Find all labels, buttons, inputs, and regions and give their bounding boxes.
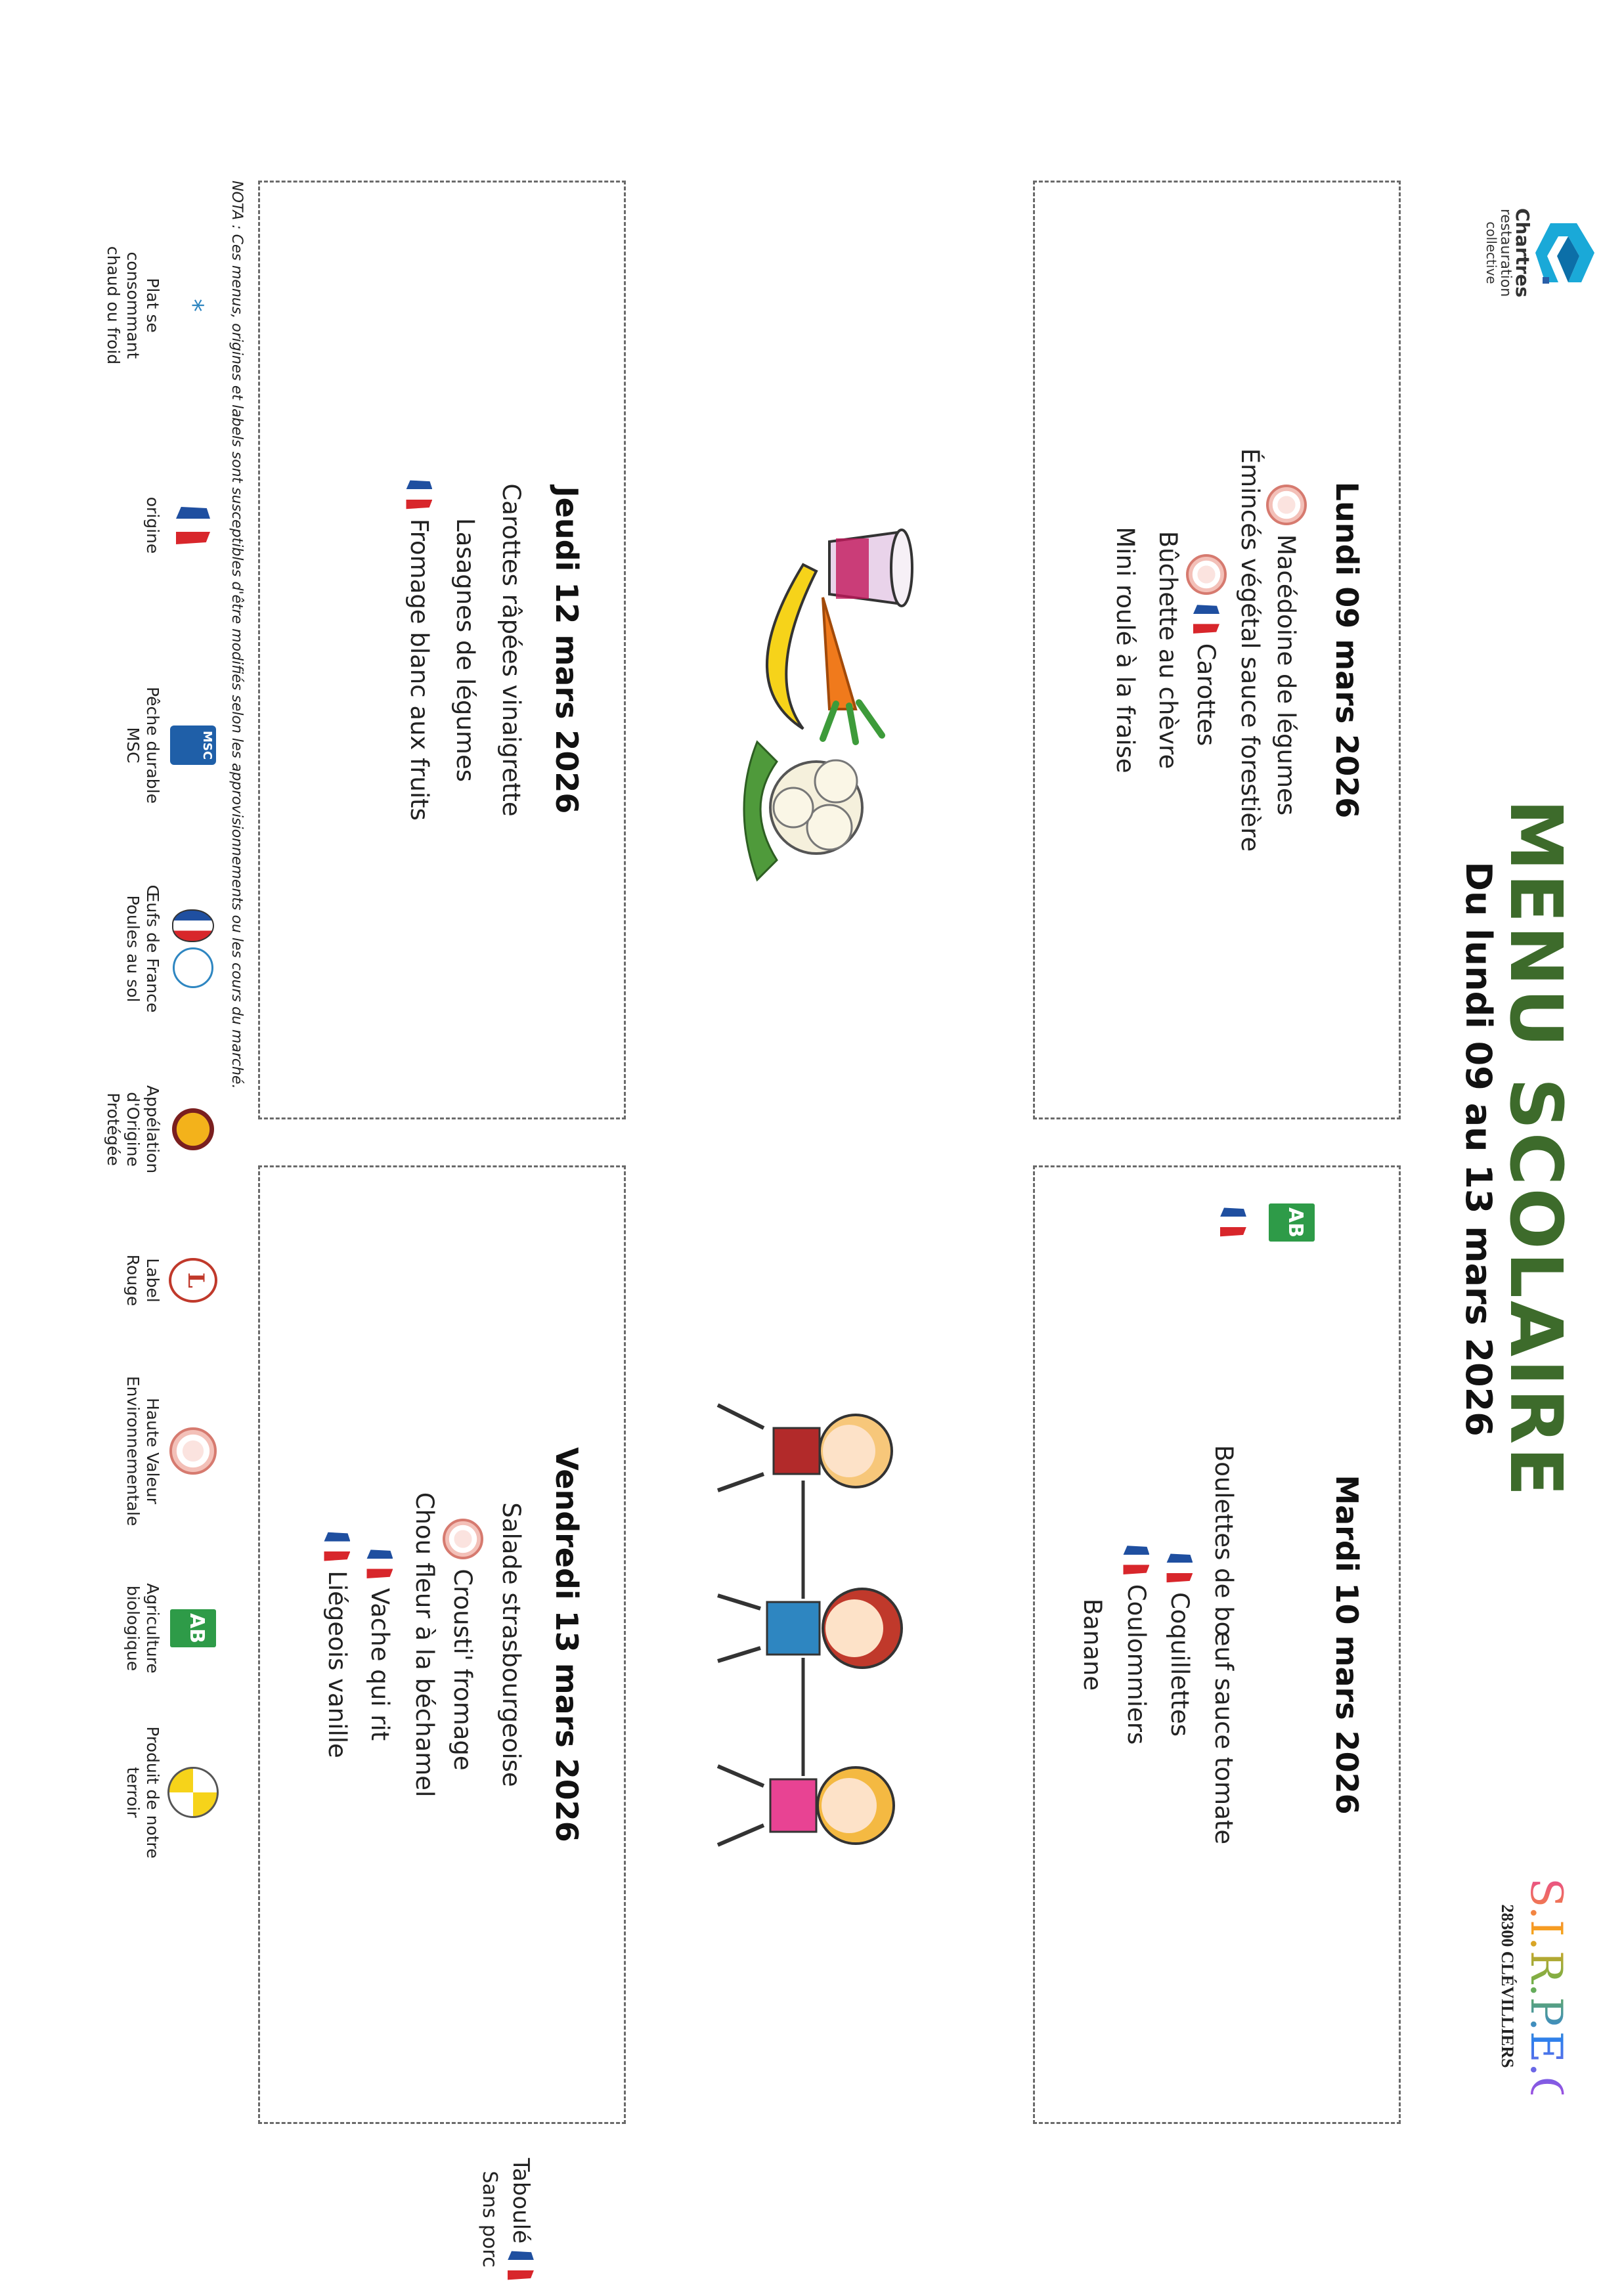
french-flag-icon bbox=[167, 460, 219, 591]
menu-item: Coulommiers bbox=[1122, 1167, 1151, 2122]
food-illustration bbox=[718, 512, 928, 932]
menu-item: Chou fleur à la béchamel bbox=[410, 1492, 439, 1798]
legend-oeufs: Œufs de France Poules au sol bbox=[123, 873, 219, 1024]
brand-sub1: restauration bbox=[1497, 208, 1514, 297]
menu-item: Vache qui rit bbox=[366, 1167, 394, 2122]
side-note bbox=[478, 2154, 534, 2285]
menu-item: Banane bbox=[1078, 1598, 1107, 1691]
sirpec-town: 28300 CLÉVILLIERS bbox=[1498, 1904, 1517, 2068]
french-flag-icon bbox=[324, 1531, 351, 1561]
oeufs-de-france-icon bbox=[167, 873, 219, 1024]
sirpec-logo bbox=[1497, 1878, 1571, 2122]
produit-terroir-icon bbox=[167, 1714, 219, 1871]
kid-boy-icon bbox=[718, 1405, 892, 1490]
label-rouge-icon: L bbox=[167, 1221, 219, 1339]
ab-label-icon: AB bbox=[167, 1563, 219, 1694]
brand-name: Chartres bbox=[1512, 207, 1533, 298]
chartres-logo bbox=[1483, 171, 1598, 335]
msc-label-icon: MSC bbox=[167, 670, 219, 821]
hve-label-icon bbox=[1266, 485, 1307, 525]
menu-item: Liégeois vanille bbox=[323, 1167, 351, 2122]
hve-label-icon bbox=[1186, 554, 1227, 595]
menu-item: Bûchette au chèvre bbox=[1154, 531, 1182, 769]
brand-sub2: collective bbox=[1483, 221, 1499, 284]
french-flag-icon bbox=[508, 2250, 534, 2280]
page-title: MENU SCOLAIRE bbox=[1494, 799, 1578, 1499]
carrot-icon bbox=[823, 597, 882, 742]
day-card-tuesday bbox=[1033, 1165, 1401, 2124]
menu-item: Lasagnes de légumes bbox=[451, 517, 479, 783]
sirpec-name: S.I.R.P.E.C. bbox=[1521, 1878, 1571, 2122]
french-flag-icon bbox=[1124, 1545, 1150, 1575]
day-title: Vendredi 13 mars 2026 bbox=[549, 1447, 584, 1842]
asterisk-icon: * bbox=[178, 299, 208, 312]
legend-msc: MSC Pêche durable MSC bbox=[123, 670, 219, 821]
ab-label-icon: AB bbox=[1269, 1203, 1315, 1242]
kids-illustration bbox=[705, 1366, 928, 1891]
legend-hot-cold: * Plat se consommant chaud ou froid bbox=[103, 230, 219, 381]
french-flag-icon bbox=[406, 479, 433, 509]
page-subtitle: Du lundi 09 au 13 mars 2026 bbox=[1458, 861, 1499, 1437]
menu-item: Fromage blanc aux fruits bbox=[405, 183, 433, 1117]
legend-terroir: Produit de notre terroir bbox=[123, 1714, 219, 1871]
nota-text: NOTA : Ces menus, origines et labels sont susceptibles d'être modifiés selon les approvisionnements ou les cours du marché. bbox=[229, 181, 245, 1089]
side-note-line2: Sans porc bbox=[478, 2171, 501, 2268]
hve-label-icon bbox=[167, 1366, 219, 1536]
menu-item: Crousti' fromage bbox=[443, 1167, 483, 2122]
yogurt-cup-icon bbox=[829, 530, 912, 606]
legend-hve: Haute Valeur Environnementale bbox=[123, 1366, 219, 1536]
menu-item: Mini roulé à la fraise bbox=[1111, 527, 1139, 773]
banana-icon bbox=[767, 565, 816, 729]
menu-item: Boulettes de bœuf sauce tomate bbox=[1210, 1444, 1238, 1845]
menu-item: Coquillettes bbox=[1166, 1167, 1194, 2122]
legend-origin: origine bbox=[143, 460, 219, 591]
day-card-friday bbox=[258, 1165, 626, 2124]
day-title: Mardi 10 mars 2026 bbox=[1329, 1475, 1365, 1815]
legend-aop: Appélation d'Origine Protégée bbox=[103, 1064, 219, 1195]
kid-girl-icon bbox=[718, 1589, 902, 1668]
french-flag-icon bbox=[367, 1549, 393, 1579]
french-flag-icon bbox=[1167, 1553, 1193, 1583]
day-title: Jeudi 12 mars 2026 bbox=[549, 486, 584, 814]
day-card-monday bbox=[1033, 181, 1401, 1119]
aop-label-icon bbox=[167, 1064, 219, 1195]
french-flag-icon bbox=[1193, 604, 1219, 634]
legend-ab: AB Agriculture biologique bbox=[123, 1563, 219, 1694]
chartres-logo-icon bbox=[1535, 217, 1598, 289]
kid-blonde-icon bbox=[718, 1766, 894, 1845]
menu-item: Salade strasbourgeoise bbox=[497, 1502, 525, 1787]
legend-label-rouge: L Label Rouge bbox=[123, 1221, 219, 1339]
cauliflower-icon bbox=[744, 742, 862, 880]
menu-item: Émincés végétal sauce forestière bbox=[1236, 448, 1264, 852]
day-title: Lundi 09 mars 2026 bbox=[1329, 481, 1365, 819]
menu-item: Carottes bbox=[1186, 183, 1227, 1117]
side-note-line1: Taboulé bbox=[508, 2157, 534, 2244]
day-card-thursday bbox=[258, 181, 626, 1119]
menu-item: Carottes râpées vinaigrette bbox=[497, 483, 525, 817]
hve-label-icon bbox=[443, 1519, 483, 1559]
menu-item: Macédoine de légumes bbox=[1266, 183, 1307, 1117]
